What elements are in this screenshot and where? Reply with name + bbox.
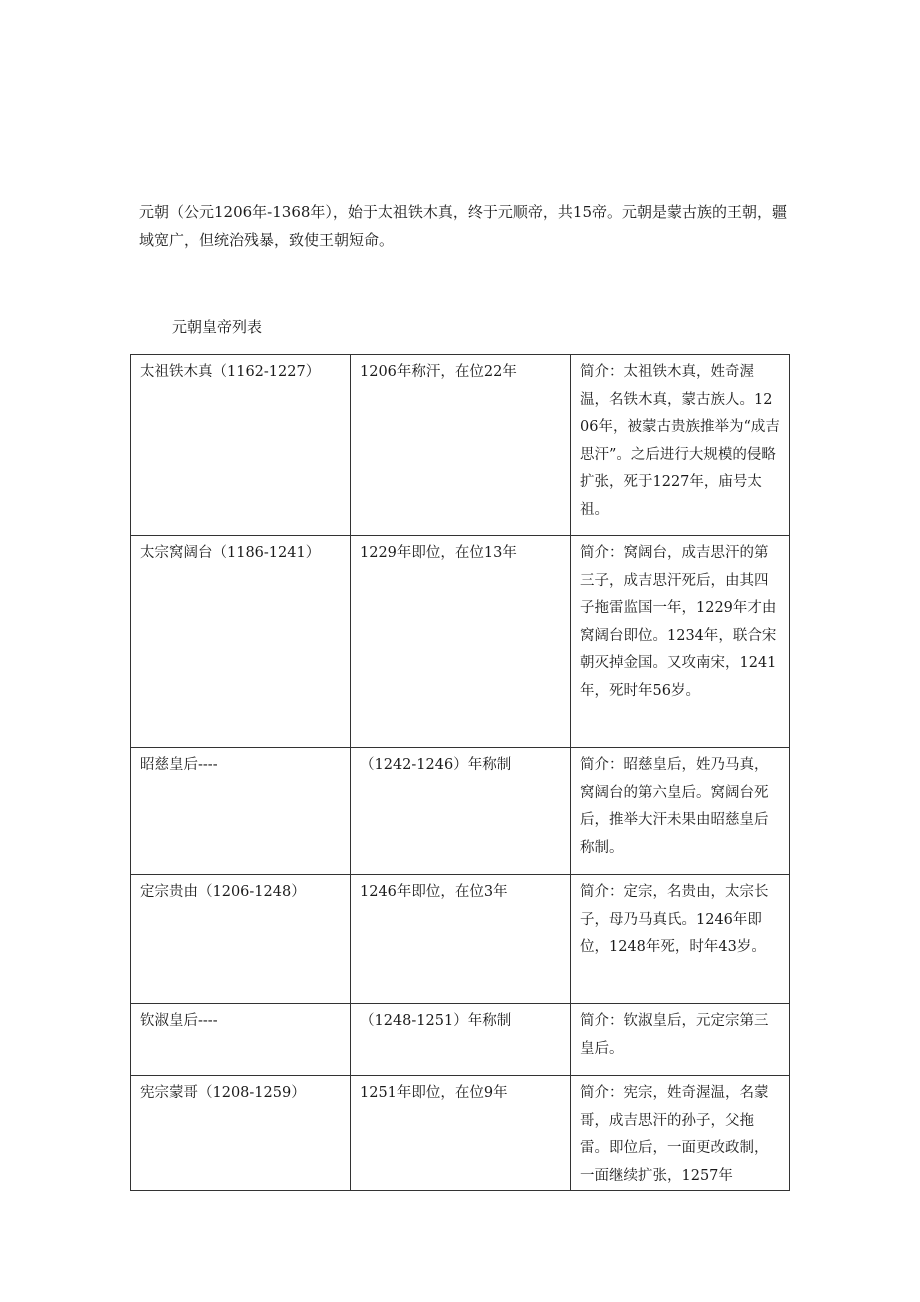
emperor-reign: 1246年即位，在位3年 [351, 875, 571, 1004]
table-row [131, 748, 790, 875]
emperor-name: 昭慈皇后---- [131, 748, 351, 875]
intro-paragraph: 元朝（公元1206年-1368年），始于太祖铁木真，终于元顺帝，共15帝。元朝是蒙古族的王朝，疆域宽广，但统治残暴，致使王朝短命。 [139, 203, 788, 249]
emperor-name: 钦淑皇后---- [131, 1004, 351, 1076]
table-row [131, 875, 790, 1004]
emperor-reign: （1242-1246）年称制 [351, 748, 571, 875]
emperor-reign: 1206年称汗，在位22年 [351, 355, 571, 536]
emperor-intro: 简介：太祖铁木真，姓奇渥温，名铁木真，蒙古族人。1206年，被蒙古贵族推举为“成吉思汗”。之后进行大规模的侵略扩张，死于1227年，庙号太祖。 [571, 355, 790, 536]
table-row [131, 1004, 790, 1076]
emperor-reign: 1251年即位，在位9年 [351, 1076, 571, 1191]
emperor-intro: 简介：昭慈皇后，姓乃马真，窝阔台的第六皇后。窝阔台死后，推举大汗未果由昭慈皇后称制。 [571, 748, 790, 875]
table-caption: 元朝皇帝列表 [172, 318, 263, 336]
emperor-reign: （1248-1251）年称制 [351, 1004, 571, 1076]
emperor-table [130, 354, 790, 1191]
emperor-name: 定宗贵由（1206-1248） [131, 875, 351, 1004]
emperor-name: 太宗窝阔台（1186-1241） [131, 536, 351, 748]
emperor-intro: 简介：宪宗，姓奇渥温，名蒙哥，成吉思汗的孙子，父拖雷。即位后，一面更改政制，一面继续扩张，1257年 [571, 1076, 790, 1191]
emperor-intro: 简介：定宗，名贵由，太宗长子，母乃马真氏。1246年即位，1248年死，时年43岁。 [571, 875, 790, 1004]
emperor-intro: 简介：钦淑皇后，元定宗第三皇后。 [571, 1004, 790, 1076]
emperor-name: 宪宗蒙哥（1208-1259） [131, 1076, 351, 1191]
emperor-name: 太祖铁木真（1162-1227） [131, 355, 351, 536]
table-row [131, 1076, 790, 1191]
table-row [131, 355, 790, 536]
table-row [131, 536, 790, 748]
emperor-reign: 1229年即位，在位13年 [351, 536, 571, 748]
emperor-intro: 简介：窝阔台，成吉思汗的第三子，成吉思汗死后，由其四子拖雷监国一年，1229年才由窝阔台即位。1234年，联合宋朝灭掉金国。又攻南宋，1241年，死时年56岁。 [571, 536, 790, 748]
